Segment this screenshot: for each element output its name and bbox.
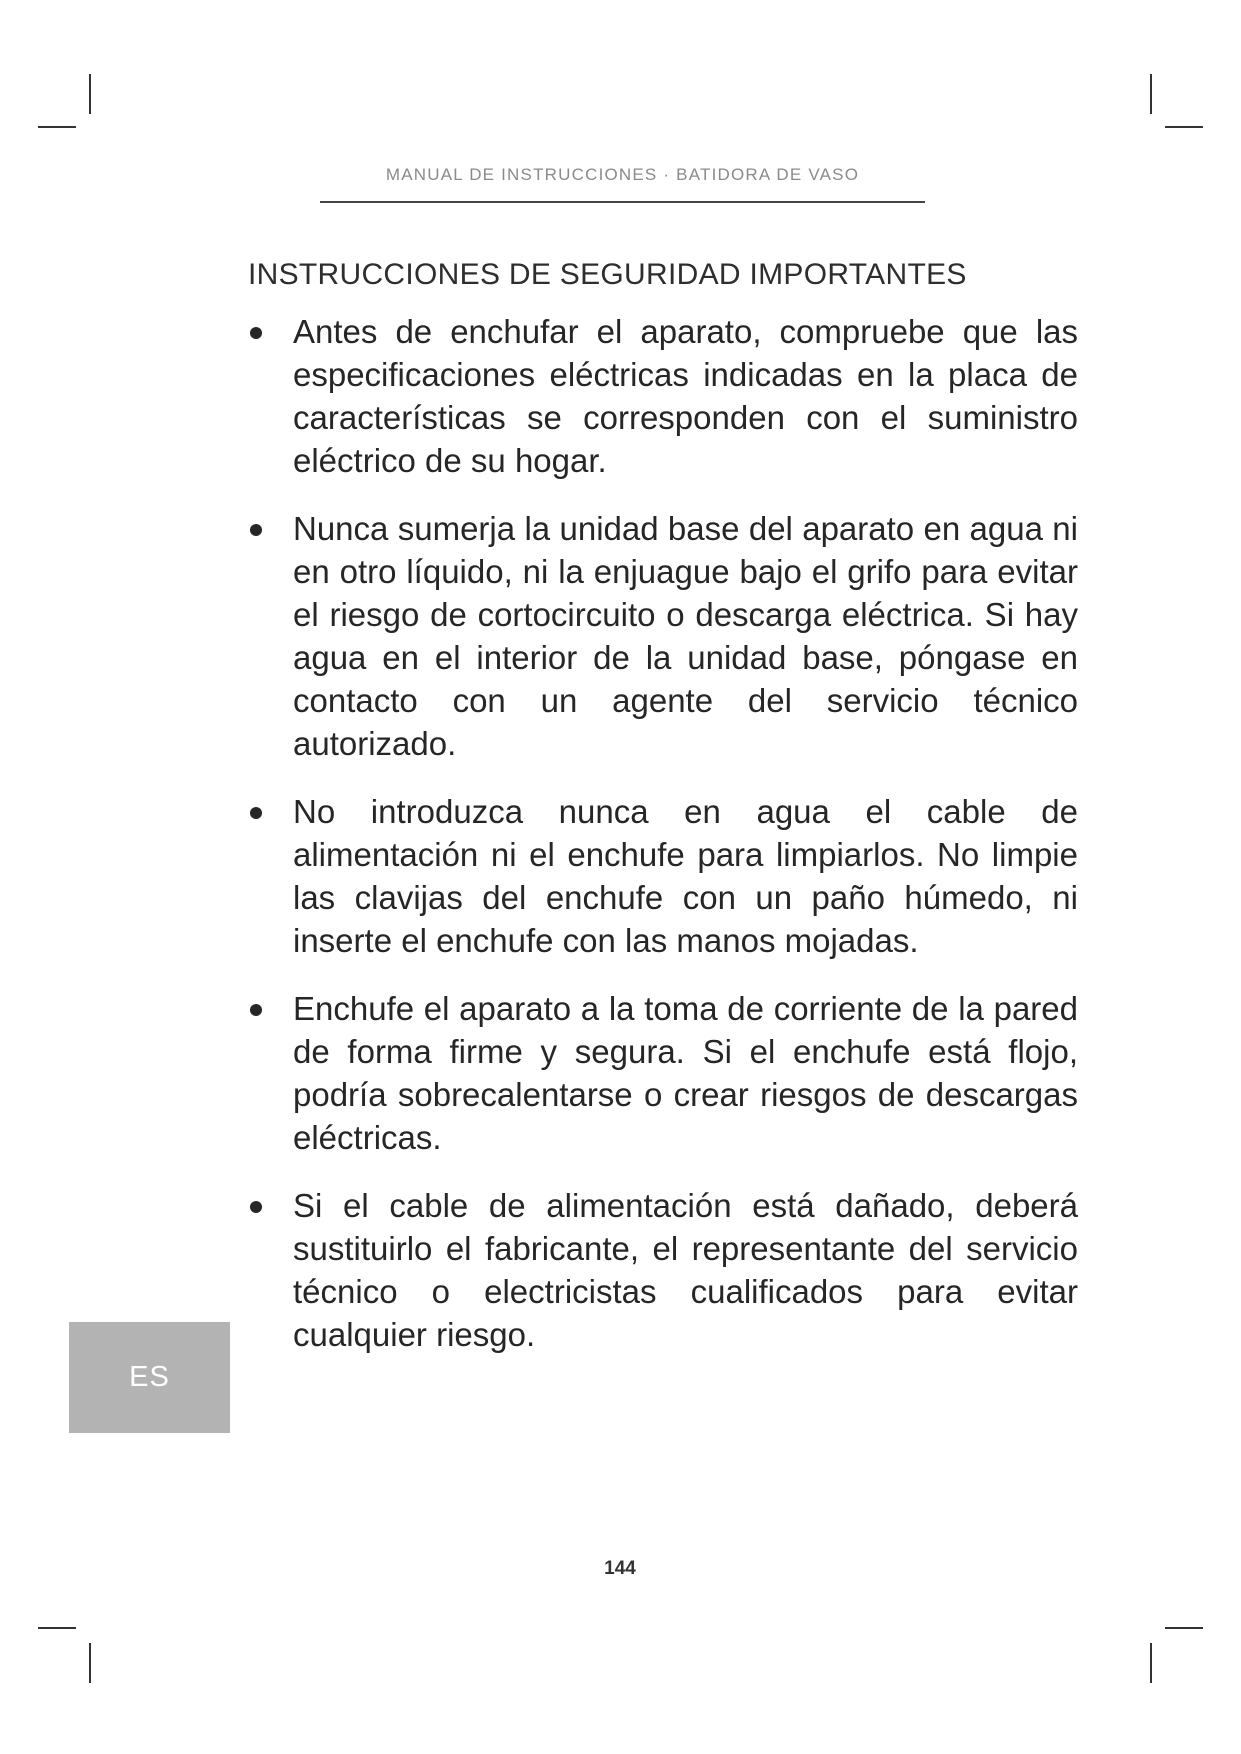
list-item-text: Enchufe el aparato a la toma de corriente de la pared de forma firme y segura. Si el enchufe está flojo, podría sobrecalentarse o crear riesgos de descargas eléctricas. bbox=[293, 990, 1078, 1156]
list-item bbox=[248, 987, 1078, 1159]
crop-mark-top-left-horizontal bbox=[38, 126, 76, 128]
bullet-icon bbox=[250, 807, 262, 819]
list-item bbox=[248, 507, 1078, 765]
page-number: 144 bbox=[604, 1558, 636, 1579]
list-item bbox=[248, 1184, 1078, 1356]
crop-mark-top-right-horizontal bbox=[1165, 126, 1203, 128]
crop-mark-top-left-vertical bbox=[89, 74, 91, 114]
crop-mark-bottom-left-horizontal bbox=[38, 1627, 76, 1629]
crop-mark-bottom-left-vertical bbox=[89, 1643, 91, 1683]
bullet-icon bbox=[250, 1004, 262, 1016]
language-tab bbox=[69, 1322, 230, 1433]
crop-mark-bottom-right-horizontal bbox=[1165, 1627, 1203, 1629]
bullet-icon bbox=[250, 524, 262, 536]
list-item bbox=[248, 310, 1078, 482]
safety-instructions-list bbox=[248, 310, 1078, 1356]
list-item-text: Nunca sumerja la unidad base del aparato en agua ni en otro líquido, ni la enjuague bajo el grifo para evitar el riesgo de cortocircuito o descarga eléctrica. Si hay agua en el interior de la unidad base, póngase en contacto con un agente del servicio técnico autorizado. bbox=[293, 510, 1078, 762]
list-item bbox=[248, 790, 1078, 962]
list-item-text: Si el cable de alimentación está dañado, deberá sustituirlo el fabricante, el representante del servicio técnico o electricistas cualificados para evitar cualquier riesgo. bbox=[293, 1187, 1078, 1353]
list-item-text: Antes de enchufar el aparato, compruebe que las especificaciones eléctricas indicadas en la placa de características se corresponden con el suministro eléctrico de su hogar. bbox=[293, 313, 1078, 479]
running-header: MANUAL DE INSTRUCCIONES · BATIDORA DE VASO bbox=[385, 165, 860, 184]
bullet-icon bbox=[250, 1201, 262, 1213]
language-tab-label: ES bbox=[129, 1361, 170, 1393]
header-divider bbox=[320, 201, 925, 203]
bullet-icon bbox=[250, 327, 262, 339]
crop-mark-top-right-vertical bbox=[1150, 74, 1152, 114]
section-title: INSTRUCCIONES DE SEGURIDAD IMPORTANTES bbox=[248, 258, 967, 291]
crop-mark-bottom-right-vertical bbox=[1150, 1643, 1152, 1683]
list-item-text: No introduzca nunca en agua el cable de alimentación ni el enchufe para limpiarlos. No limpie las clavijas del enchufe con un paño húmedo, ni inserte el enchufe con las manos mojadas. bbox=[293, 793, 1078, 959]
